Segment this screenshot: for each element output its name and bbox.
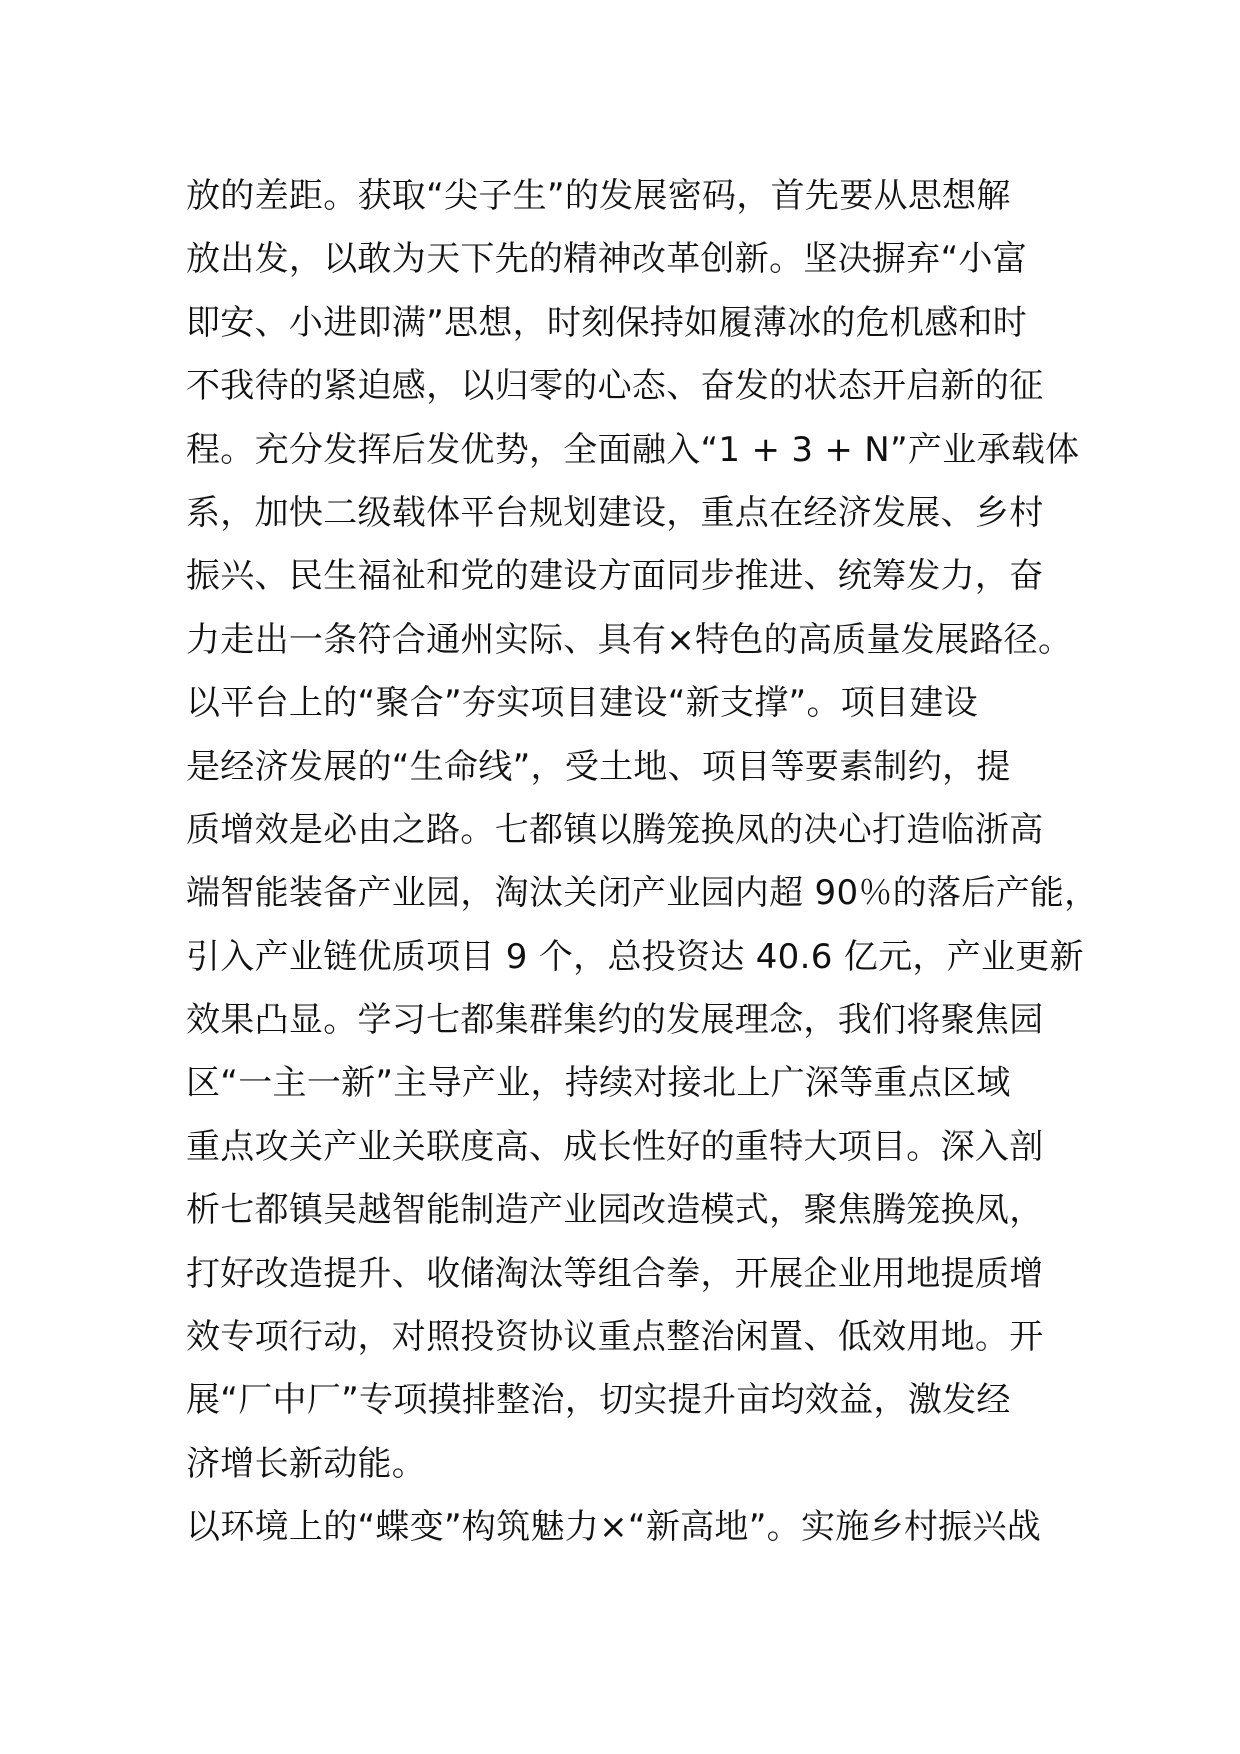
text-line: 以环境上的“蝶变”构筑魅力×“新高地”。实施乡村振兴战 (186, 1507, 1042, 1548)
text-line: 济增长新动能。 (186, 1443, 427, 1484)
text-line: 效果凸显。学习七都集群集约的发展理念，我们将聚焦园 (186, 1000, 1044, 1041)
text-line: 端智能装备产业园，淘汰关闭产业园内超 90％的落后产能， (186, 873, 1099, 914)
text-line: 效专项行动，对照投资协议重点整治闲置、低效用地。开 (186, 1317, 1044, 1358)
text-line: 析七都镇吴越智能制造产业园改造模式，聚焦腾笼换凤， (186, 1190, 1044, 1231)
text-line: 是经济发展的“生命线”，受土地、项目等要素制约，提 (186, 746, 1011, 787)
text-line: 重点攻关产业关联度高、成长性好的重特大项目。深入剖 (186, 1126, 1044, 1167)
text-line: 不我待的紧迫感，以归零的心态、奋发的状态开启新的征 (186, 366, 1044, 407)
text-line: 即安、小进即满”思想，时刻保持如履薄冰的危机感和时 (186, 302, 1028, 343)
text-line: 展“厂中厂”专项摸排整治，切实提升亩均效益，激发经 (186, 1380, 1011, 1421)
text-line: 质增效是必由之路。七都镇以腾笼换凤的决心打造临浙高 (186, 809, 1044, 850)
text-line: 以平台上的“聚合”夯实项目建设“新支撑”。项目建设 (186, 683, 978, 724)
text-line: 系，加快二级载体平台规划建设，重点在经济发展、乡村 (186, 492, 1044, 533)
text-line: 程。充分发挥后发优势，全面融入“1 + 3 + N”产业承载体 (186, 429, 1080, 470)
text-line: 打好改造提升、收储淘汰等组合拳，开展企业用地提质增 (186, 1253, 1044, 1294)
text-line: 区“一主一新”主导产业，持续对接北上广深等重点区域 (186, 1063, 1011, 1104)
body-text (186, 165, 1099, 1560)
text-line: 放的差距。获取“尖子生”的发展密码，首先要从思想解 (186, 176, 1011, 216)
text-line: 引入产业链优质项目 9 个，总投资达 40.6 亿元，产业更新 (186, 936, 1084, 977)
text-line: 振兴、民生福祉和党的建设方面同步推进、统筹发力，奋 (186, 556, 1044, 597)
text-line: 放出发，以敢为天下先的精神改革创新。坚决摒弃“小富 (186, 239, 1028, 280)
text-line: 力走出一条符合通州实际、具有×特色的高质量发展路径。 (186, 619, 1073, 660)
